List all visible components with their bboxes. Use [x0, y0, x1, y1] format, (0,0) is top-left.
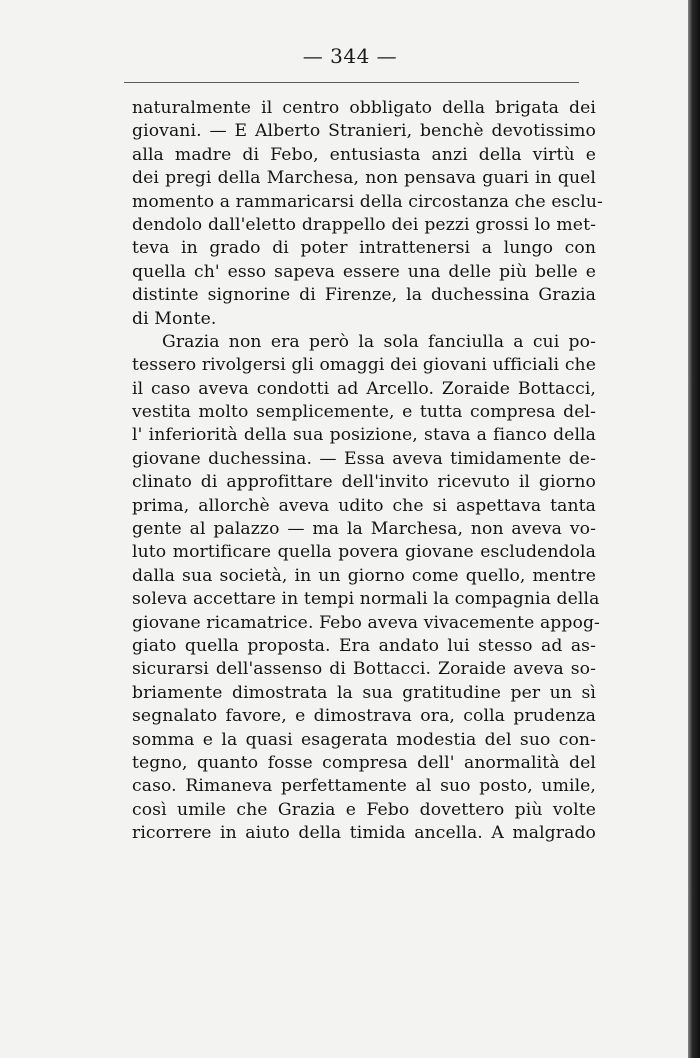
text-line: prima, allorchè aveva udito che si aspettava tanta — [132, 495, 596, 516]
text-line: ricorrere in aiuto della timida ancella. A malgrado — [132, 823, 596, 844]
text-line: tessero rivolgersi gli omaggi dei giovani ufficiali che — [132, 355, 596, 376]
text-line: somma e la quasi esagerata modestia del suo con- — [132, 729, 596, 750]
text-line: briamente dimostrata la sua gratitudine per un sì — [132, 682, 596, 703]
text-line: di Monte. — [132, 308, 217, 329]
text-line: tegno, quanto fosse compresa dell' anormalità del — [132, 752, 596, 773]
text-line: vestita molto semplicemente, e tutta compresa del- — [132, 402, 596, 423]
text-line: momento a rammaricarsi della circostanza che esclu- — [132, 191, 603, 212]
paragraph-1 — [132, 97, 603, 331]
text-line: alla madre di Febo, entusiasta anzi della virtù e — [132, 144, 596, 165]
text-line: dalla sua società, in un giorno come quello, mentre — [132, 565, 596, 586]
text-line: giovane ricamatrice. Febo aveva vivacemente appog- — [132, 612, 600, 633]
text-line: giovani. — E Alberto Stranieri, benchè devotissimo — [132, 121, 596, 142]
page-number: — 344 — — [302, 44, 398, 68]
text-line: così umile che Grazia e Febo dovettero più volte — [132, 799, 596, 820]
text-line: quella ch' esso sapeva essere una delle più belle e — [132, 261, 596, 282]
text-line: sicurarsi dell'assenso di Bottacci. Zoraide aveva so- — [132, 659, 596, 680]
text-line: soleva accettare in tempi normali la compagnia della — [132, 589, 600, 610]
text-line: dei pregi della Marchesa, non pensava guari in quel — [132, 168, 596, 189]
text-line: l' inferiorità della sua posizione, stava a fianco della — [132, 425, 596, 446]
text-line: luto mortificare quella povera giovane escludendola — [132, 542, 596, 563]
text-line: caso. Rimaneva perfettamente al suo posto, umile, — [132, 776, 596, 797]
header-rule — [124, 82, 579, 83]
text-line: gente al palazzo — ma la Marchesa, non aveva vo- — [132, 519, 596, 540]
text-line: distinte signorine di Firenze, la duchessina Grazia — [132, 285, 596, 306]
text-line: giovane duchessina. — Essa aveva timidamente de- — [132, 448, 596, 469]
text-line: segnalato favore, e dimostrava ora, colla prudenza — [132, 706, 596, 727]
book-spine-shadow — [688, 0, 700, 1058]
text-line: il caso aveva condotti ad Arcello. Zoraide Bottacci, — [132, 378, 596, 399]
text-line: Grazia non era però la sola fanciulla a cui po- — [162, 331, 596, 352]
text-line: clinato di approfittare dell'invito ricevuto il giorno — [132, 472, 596, 493]
text-line: giato quella proposta. Era andato lui stesso ad as- — [132, 635, 596, 656]
text-line: dendolo dall'eletto drappello dei pezzi grossi lo met- — [132, 214, 596, 235]
paragraph-2 — [132, 331, 600, 846]
text-line: naturalmente il centro obbligato della brigata dei — [132, 98, 596, 118]
body-text — [132, 97, 603, 846]
text-line: teva in grado di poter intrattenersi a lungo con — [132, 238, 596, 259]
